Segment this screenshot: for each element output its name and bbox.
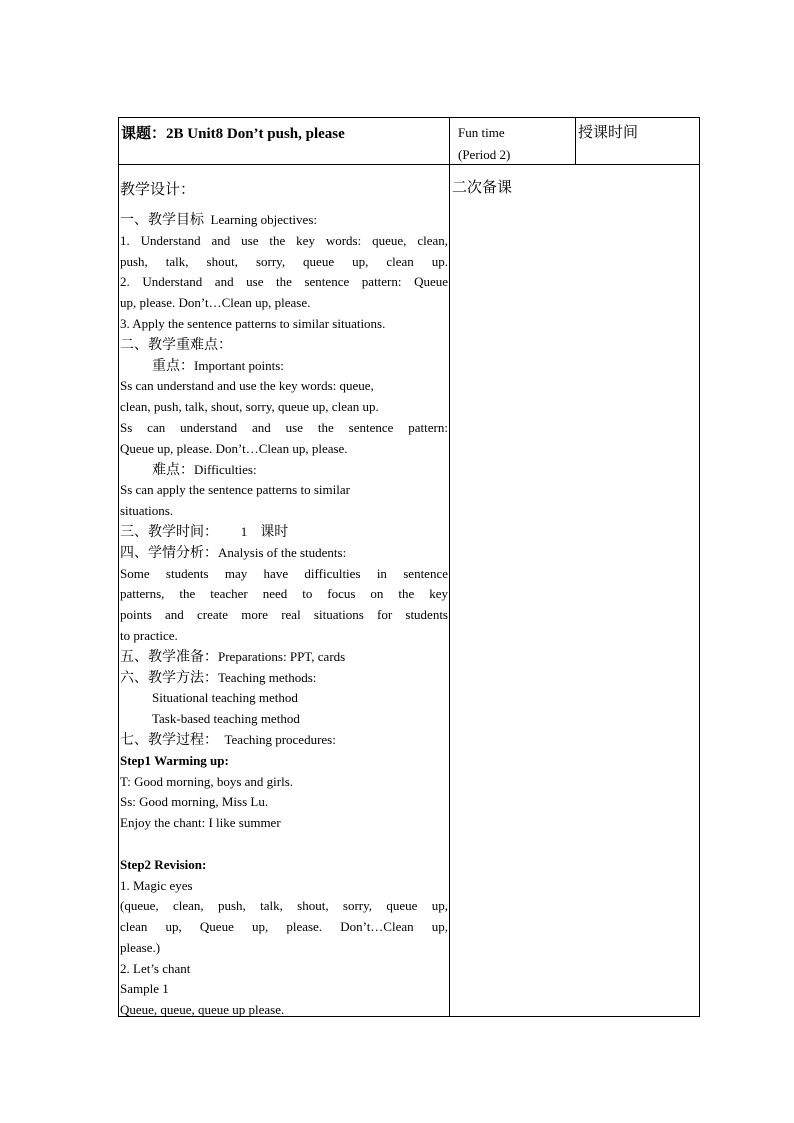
text-line: Ss can understand and use the key words: queue, bbox=[120, 378, 374, 394]
text-line: to practice. bbox=[120, 627, 178, 643]
secondary-preparation-label: 二次备课 bbox=[452, 178, 513, 196]
text-line: (queue, clean, push, talk, shout, sorry, queue up, bbox=[120, 898, 448, 914]
text-line: Task-based teaching method bbox=[152, 711, 300, 727]
text-line: Queue up, please. Don’t…Clean up, please. bbox=[120, 440, 348, 456]
lesson-plan-table bbox=[118, 117, 700, 1017]
text-line: T: Good morning, boys and girls. bbox=[120, 773, 294, 789]
text-line: 2. Let’s chant bbox=[120, 960, 191, 976]
text-line: patterns, the teacher need to focus on the key bbox=[120, 586, 448, 602]
design-heading: 教学设计： bbox=[120, 180, 196, 198]
lesson-title: 课题：2B Unit8 Don’t push, please bbox=[121, 124, 345, 142]
step1-heading: Step1 Warming up: bbox=[120, 752, 229, 768]
important-points-label: 重点：Important points: bbox=[152, 357, 284, 374]
text-line: Ss can apply the sentence patterns to similar bbox=[120, 482, 350, 498]
text-line: Enjoy the chant: I like summer bbox=[120, 815, 281, 831]
period-label: (Period 2) bbox=[458, 147, 511, 162]
text-line: Some students may have difficulties in sentence bbox=[120, 565, 448, 581]
procedures-heading: 七、教学过程： Teaching procedures: bbox=[120, 731, 336, 748]
text-line: clean up, Queue up, please. Don’t…Clean up, bbox=[120, 919, 448, 935]
text-line: up, please. Don’t…Clean up, please. bbox=[120, 295, 311, 311]
text-line: 1. Magic eyes bbox=[120, 877, 193, 893]
text-line: Ss can understand and use the sentence pattern: bbox=[120, 419, 448, 435]
text-line: clean, push, talk, shout, sorry, queue up, clean up. bbox=[120, 399, 379, 415]
text-line: 1. Understand and use the key words: queue, clean, bbox=[120, 232, 448, 248]
teaching-time-line: 三、教学时间： 1 课时 bbox=[120, 523, 289, 540]
methods-heading: 六、教学方法：Teaching methods: bbox=[120, 669, 317, 686]
objectives-heading: 一、教学目标 Learning objectives: bbox=[120, 212, 317, 228]
fun-time-label: Fun time bbox=[458, 125, 505, 140]
text-line: Queue, queue, queue up please. bbox=[120, 1002, 285, 1018]
step2-heading: Step2 Revision: bbox=[120, 856, 207, 872]
spacer bbox=[120, 834, 448, 855]
teaching-time-header: 授课时间 bbox=[578, 123, 639, 141]
text-line: Ss: Good morning, Miss Lu. bbox=[120, 794, 269, 810]
header-column-divider bbox=[575, 118, 576, 164]
text-line: push, talk, shout, sorry, queue up, clean up. bbox=[120, 253, 448, 269]
header-divider bbox=[119, 164, 699, 165]
text-line: 2. Understand and use the sentence pattern: Queue bbox=[120, 274, 448, 290]
text-line: situations. bbox=[120, 503, 174, 519]
text-line: 3. Apply the sentence patterns to similar situations. bbox=[120, 315, 386, 331]
text-line: please.) bbox=[120, 939, 161, 955]
fun-time-cell bbox=[458, 122, 510, 166]
column-divider bbox=[449, 118, 450, 1016]
text-line: Situational teaching method bbox=[152, 690, 298, 706]
preparations-line: 五、教学准备：Preparations: PPT, cards bbox=[120, 648, 346, 665]
text-line: points and create more real situations for students bbox=[120, 607, 448, 623]
student-analysis-heading: 四、学情分析：Analysis of the students: bbox=[120, 544, 347, 561]
difficulties-label: 难点：Difficulties: bbox=[152, 461, 257, 478]
text-line: Sample 1 bbox=[120, 981, 169, 997]
lesson-content bbox=[120, 176, 448, 1021]
key-points-heading: 二、教学重难点： bbox=[120, 336, 232, 353]
